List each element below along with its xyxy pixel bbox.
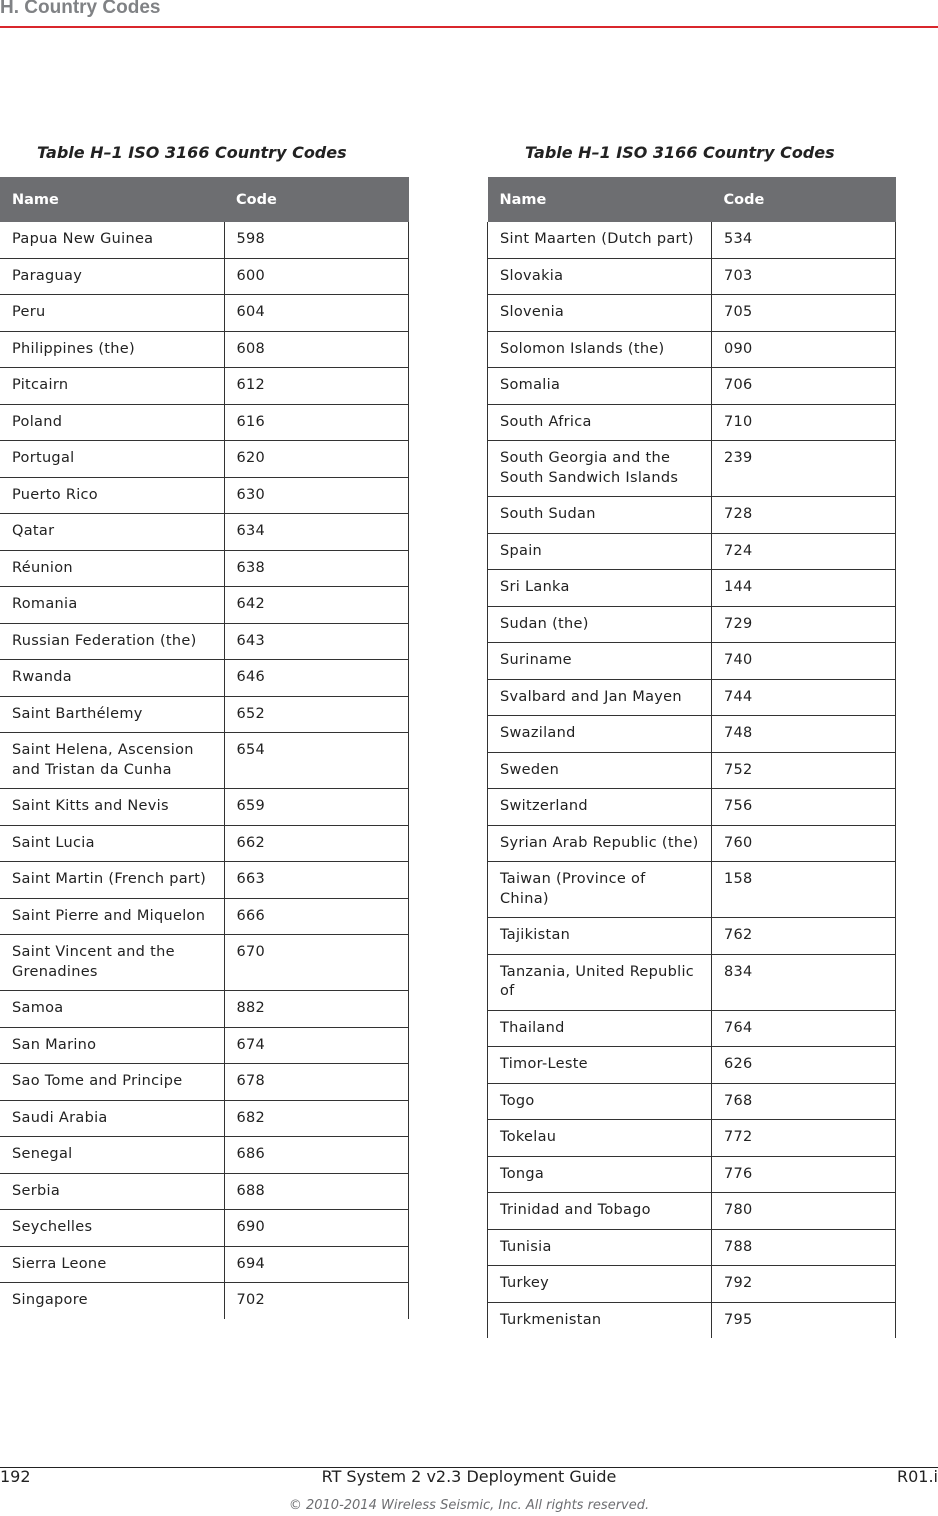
country-name-cell: Qatar: [0, 514, 224, 551]
table-row: [0, 1137, 409, 1174]
table-caption-left: Table H–1 ISO 3166 Country Codes: [37, 143, 347, 162]
country-name-cell: Syrian Arab Republic (the): [488, 825, 712, 862]
country-code-cell: 764: [712, 1010, 896, 1047]
table-row: [488, 533, 896, 570]
country-name-cell: Togo: [488, 1083, 712, 1120]
country-name-cell: Suriname: [488, 643, 712, 680]
country-codes-table-right: [487, 177, 896, 1338]
country-code-cell: 748: [712, 716, 896, 753]
table-row: [0, 222, 409, 258]
country-code-cell: 634: [224, 514, 409, 551]
table-row: [0, 660, 409, 697]
footer-copyright: © 2010-2014 Wireless Seismic, Inc. All rights reserved.: [288, 1498, 650, 1513]
country-name-cell: Tokelau: [488, 1120, 712, 1157]
country-code-cell: 744: [712, 679, 896, 716]
country-name-cell: Romania: [0, 587, 224, 624]
country-name-cell: Sweden: [488, 752, 712, 789]
country-code-cell: 792: [712, 1266, 896, 1303]
country-name-cell: Tunisia: [488, 1229, 712, 1266]
country-code-cell: 768: [712, 1083, 896, 1120]
table-row: [488, 570, 896, 607]
table-row: [488, 716, 896, 753]
country-name-cell: Slovakia: [488, 258, 712, 295]
country-code-cell: 674: [224, 1027, 409, 1064]
country-code-cell: 608: [224, 331, 409, 368]
country-name-cell: San Marino: [0, 1027, 224, 1064]
country-code-cell: 780: [712, 1193, 896, 1230]
footer-document-title: RT System 2 v2.3 Deployment Guide: [321, 1467, 617, 1486]
country-code-cell: 728: [712, 497, 896, 534]
country-code-cell: 612: [224, 368, 409, 405]
country-name-cell: Seychelles: [0, 1210, 224, 1247]
country-name-cell: Saint Helena, Ascension and Tristan da Cunha: [0, 733, 224, 789]
country-name-cell: Solomon Islands (the): [488, 331, 712, 368]
country-name-cell: Timor-Leste: [488, 1047, 712, 1084]
country-name-cell: Turkmenistan: [488, 1302, 712, 1338]
table-row: [488, 1083, 896, 1120]
country-code-cell: 604: [224, 295, 409, 332]
table-row: [488, 862, 896, 918]
country-code-cell: 534: [712, 222, 896, 258]
table-row: [488, 679, 896, 716]
country-name-cell: Pitcairn: [0, 368, 224, 405]
country-code-cell: 144: [712, 570, 896, 607]
table-row: [0, 550, 409, 587]
table-body: [0, 222, 409, 1319]
table-row: [0, 935, 409, 991]
table-row: [0, 441, 409, 478]
country-code-cell: 678: [224, 1064, 409, 1101]
table-row: [0, 1027, 409, 1064]
country-name-cell: Turkey: [488, 1266, 712, 1303]
country-name-cell: Sudan (the): [488, 606, 712, 643]
table-row: [488, 295, 896, 332]
country-name-cell: South Georgia and the South Sandwich Islands: [488, 441, 712, 497]
table-row: [0, 1283, 409, 1319]
page-header: [0, 0, 938, 28]
table-row: [488, 643, 896, 680]
country-code-cell: 705: [712, 295, 896, 332]
country-code-cell: 616: [224, 404, 409, 441]
table-body: [488, 222, 896, 1338]
country-name-cell: Singapore: [0, 1283, 224, 1319]
country-code-cell: 659: [224, 789, 409, 826]
table-row: [0, 1246, 409, 1283]
country-name-cell: Spain: [488, 533, 712, 570]
country-code-cell: 882: [224, 991, 409, 1028]
country-name-cell: Réunion: [0, 550, 224, 587]
country-code-cell: 795: [712, 1302, 896, 1338]
country-code-cell: 662: [224, 825, 409, 862]
country-code-cell: 690: [224, 1210, 409, 1247]
country-codes-table-left: [0, 177, 409, 1319]
country-name-cell: Saint Vincent and the Grenadines: [0, 935, 224, 991]
table-row: [488, 404, 896, 441]
column-header-name: Name: [488, 177, 712, 222]
table-row: [488, 1120, 896, 1157]
country-name-cell: Tonga: [488, 1156, 712, 1193]
table-row: [0, 587, 409, 624]
country-name-cell: Russian Federation (the): [0, 623, 224, 660]
table-row: [0, 514, 409, 551]
country-code-cell: 703: [712, 258, 896, 295]
table-row: [0, 825, 409, 862]
table-row: [488, 1229, 896, 1266]
country-name-cell: Sao Tome and Principe: [0, 1064, 224, 1101]
country-code-cell: 654: [224, 733, 409, 789]
country-code-cell: 620: [224, 441, 409, 478]
country-code-cell: 686: [224, 1137, 409, 1174]
table-row: [0, 991, 409, 1028]
country-name-cell: Samoa: [0, 991, 224, 1028]
country-code-cell: 638: [224, 550, 409, 587]
country-code-cell: 682: [224, 1100, 409, 1137]
table-row: [0, 295, 409, 332]
table-row: [0, 404, 409, 441]
country-name-cell: Tanzania, United Republic of: [488, 954, 712, 1010]
table-header-row: [0, 177, 409, 222]
country-name-cell: Serbia: [0, 1173, 224, 1210]
country-code-cell: 598: [224, 222, 409, 258]
table-row: [0, 898, 409, 935]
country-name-cell: Paraguay: [0, 258, 224, 295]
country-code-cell: 646: [224, 660, 409, 697]
table-row: [488, 1266, 896, 1303]
table-row: [488, 1302, 896, 1338]
country-code-cell: 688: [224, 1173, 409, 1210]
table-row: [0, 623, 409, 660]
country-name-cell: Slovenia: [488, 295, 712, 332]
country-name-cell: Swaziland: [488, 716, 712, 753]
country-code-cell: 772: [712, 1120, 896, 1157]
table-row: [488, 825, 896, 862]
table-row: [0, 1100, 409, 1137]
table-row: [488, 368, 896, 405]
table-row: [488, 954, 896, 1010]
country-name-cell: Saint Barthélemy: [0, 696, 224, 733]
country-code-cell: 702: [224, 1283, 409, 1319]
country-code-cell: 626: [712, 1047, 896, 1084]
country-name-cell: Sri Lanka: [488, 570, 712, 607]
table-row: [488, 331, 896, 368]
country-code-cell: 706: [712, 368, 896, 405]
table-row: [488, 606, 896, 643]
country-name-cell: Somalia: [488, 368, 712, 405]
table-row: [0, 733, 409, 789]
country-name-cell: Svalbard and Jan Mayen: [488, 679, 712, 716]
country-code-cell: 776: [712, 1156, 896, 1193]
table-row: [0, 368, 409, 405]
country-code-cell: 724: [712, 533, 896, 570]
table-caption-right: Table H–1 ISO 3166 Country Codes: [525, 143, 835, 162]
country-code-cell: 158: [712, 862, 896, 918]
country-code-cell: 760: [712, 825, 896, 862]
table-row: [488, 222, 896, 258]
table-row: [0, 477, 409, 514]
table-row: [0, 1064, 409, 1101]
table-row: [488, 752, 896, 789]
country-name-cell: Saint Martin (French part): [0, 862, 224, 899]
country-name-cell: Rwanda: [0, 660, 224, 697]
table-row: [488, 1156, 896, 1193]
country-name-cell: Sint Maarten (Dutch part): [488, 222, 712, 258]
country-code-cell: 710: [712, 404, 896, 441]
table-header-row: [488, 177, 896, 222]
country-name-cell: South Sudan: [488, 497, 712, 534]
country-code-cell: 663: [224, 862, 409, 899]
country-code-cell: 643: [224, 623, 409, 660]
country-code-cell: 834: [712, 954, 896, 1010]
country-name-cell: Saint Pierre and Miquelon: [0, 898, 224, 935]
country-name-cell: South Africa: [488, 404, 712, 441]
country-code-cell: 740: [712, 643, 896, 680]
country-name-cell: Saint Lucia: [0, 825, 224, 862]
table-row: [488, 789, 896, 826]
country-code-cell: 729: [712, 606, 896, 643]
country-code-cell: 694: [224, 1246, 409, 1283]
column-header-name: Name: [0, 177, 224, 222]
table-row: [0, 1210, 409, 1247]
country-code-cell: 666: [224, 898, 409, 935]
table-row: [488, 258, 896, 295]
table-row: [0, 258, 409, 295]
footer-revision: R01.i: [896, 1467, 938, 1486]
table-row: [0, 789, 409, 826]
table-row: [488, 1010, 896, 1047]
table-row: [488, 918, 896, 955]
column-header-code: Code: [224, 177, 409, 222]
footer-page-number: 192: [0, 1467, 31, 1486]
table-row: [488, 1047, 896, 1084]
country-name-cell: Thailand: [488, 1010, 712, 1047]
country-name-cell: Sierra Leone: [0, 1246, 224, 1283]
country-name-cell: Portugal: [0, 441, 224, 478]
country-name-cell: Taiwan (Province of China): [488, 862, 712, 918]
country-name-cell: Saint Kitts and Nevis: [0, 789, 224, 826]
table-row: [488, 441, 896, 497]
country-name-cell: Puerto Rico: [0, 477, 224, 514]
table-row: [488, 1193, 896, 1230]
country-code-cell: 788: [712, 1229, 896, 1266]
table-row: [488, 497, 896, 534]
table-row: [0, 696, 409, 733]
table-row: [0, 862, 409, 899]
country-code-cell: 090: [712, 331, 896, 368]
country-name-cell: Peru: [0, 295, 224, 332]
country-name-cell: Papua New Guinea: [0, 222, 224, 258]
country-code-cell: 239: [712, 441, 896, 497]
table-row: [0, 331, 409, 368]
country-code-cell: 670: [224, 935, 409, 991]
country-code-cell: 642: [224, 587, 409, 624]
country-code-cell: 600: [224, 258, 409, 295]
country-code-cell: 762: [712, 918, 896, 955]
country-code-cell: 652: [224, 696, 409, 733]
country-name-cell: Poland: [0, 404, 224, 441]
country-name-cell: Saudi Arabia: [0, 1100, 224, 1137]
country-code-cell: 752: [712, 752, 896, 789]
country-code-cell: 630: [224, 477, 409, 514]
table-row: [0, 1173, 409, 1210]
country-name-cell: Trinidad and Tobago: [488, 1193, 712, 1230]
country-name-cell: Philippines (the): [0, 331, 224, 368]
country-name-cell: Senegal: [0, 1137, 224, 1174]
column-header-code: Code: [712, 177, 896, 222]
country-name-cell: Tajikistan: [488, 918, 712, 955]
page-title: H. Country Codes: [0, 0, 161, 18]
country-name-cell: Switzerland: [488, 789, 712, 826]
country-code-cell: 756: [712, 789, 896, 826]
